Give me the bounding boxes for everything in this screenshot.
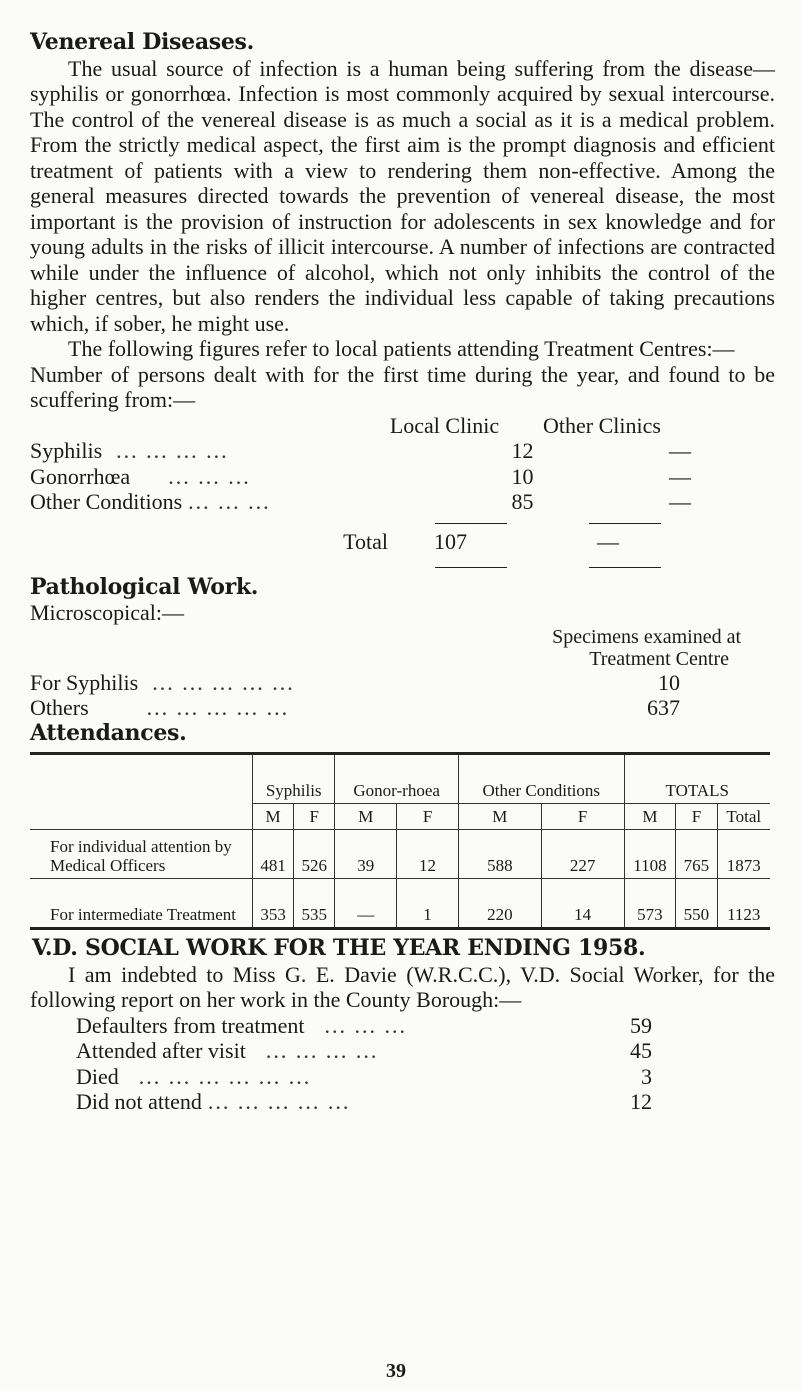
social-list — [76, 1013, 652, 1115]
row-label: Syphilis — [30, 438, 103, 463]
row-label: Gonorrhœa — [30, 463, 131, 489]
specimens-header-line2: Treatment Centre — [589, 647, 729, 670]
list-label: Did not attend — [76, 1089, 202, 1114]
sub-header: F — [397, 804, 459, 830]
row-other: — — [669, 489, 691, 514]
attendances-table — [30, 752, 770, 930]
cell: 1108 — [624, 830, 676, 879]
col-local-clinic: Local Clinic — [389, 412, 500, 438]
cases-table: Local Clinic Other Clinics Syphilis ... ... ... ... 12 — Gonorrhœa ... ... ... 10 — Other Conditions ... ... ... 85 — Total 107 — — [30, 413, 775, 567]
list-item: Died ... ... ... ... ... ... 3 — [76, 1063, 652, 1089]
list-value: 12 — [630, 1089, 652, 1114]
cell: 588 — [458, 830, 541, 879]
sub-header: M — [458, 804, 541, 830]
list-label: Attended after visit — [76, 1038, 246, 1063]
cell: 12 — [397, 830, 459, 879]
path-row-label: Others — [30, 695, 89, 720]
sub-header: M — [253, 804, 294, 830]
group-header: Gonor-rhoea — [335, 754, 459, 804]
cell: 535 — [294, 879, 335, 929]
path-row-label: For Syphilis — [30, 669, 139, 695]
total-rule — [589, 515, 661, 524]
vd-paragraph-1: The usual source of infection is a human being suffering from the disease—syphilis or gonorrhœa. Infection is most commonly acquired by sexual intercourse. The control of the venereal disease is as much a social as it is a medical problem. From the strictly medical aspect, the first aim is the prompt diagnosis and efficient treatment of patients with a view to rendering them non-effective. Among the general measures directed towards the prevention of venereal disease, the most important is the provision of instruction for adolescents in sex knowledge and for young adults in the risks of illicit intercourse. A number of infections are contracted while under the influence of alcohol, which not only inhibits the control of the higher centres, but also renders the individual less capable of taking precautions which, if sober, he might use. — [30, 55, 775, 336]
row-label: For intermediate Treatment — [30, 879, 253, 929]
list-value: 45 — [630, 1038, 652, 1063]
list-item: Did not attend ... ... ... ... ... 12 — [76, 1089, 652, 1114]
sub-header: Total — [717, 804, 770, 830]
row-other: — — [669, 463, 691, 489]
row-other: — — [669, 438, 691, 463]
cell: 481 — [253, 830, 294, 879]
sub-header: M — [624, 804, 676, 830]
total-rule — [435, 515, 507, 524]
row-label: For individual attention by Medical Officers — [30, 830, 253, 879]
cell: 1 — [397, 879, 459, 929]
page-number: 39 — [386, 1360, 406, 1382]
group-header: TOTALS — [624, 754, 770, 804]
col-other-clinics: Other Clinics — [543, 412, 661, 438]
sub-header: F — [541, 804, 624, 830]
table-row — [30, 879, 770, 929]
list-value: 59 — [630, 1012, 652, 1038]
row-local: 12 — [511, 438, 534, 463]
specimens-header — [30, 626, 775, 670]
row-local: 10 — [511, 463, 534, 489]
specimens-header-line1: Specimens examined at — [552, 625, 741, 648]
cell: 39 — [335, 830, 397, 879]
cell: 550 — [676, 879, 717, 929]
cell: 353 — [253, 879, 294, 929]
cell: 227 — [541, 830, 624, 879]
venereal-diseases-heading: Venereal Diseases. — [30, 29, 254, 55]
list-item: Defaulters from treatment ... ... ... 59 — [76, 1012, 652, 1038]
table-header-row — [30, 754, 770, 804]
table-row — [30, 830, 770, 879]
total-label: Total — [343, 528, 388, 554]
group-header: Syphilis — [253, 754, 335, 804]
attendances-heading: Attendances. — [30, 719, 187, 746]
sub-header: M — [335, 804, 397, 830]
cell: 573 — [624, 879, 676, 929]
path-row-value: 637 — [647, 695, 680, 720]
microscopical-label: Microscopical:— — [30, 600, 184, 625]
social-paragraph: I am indebted to Miss G. E. Davie (W.R.C.C.), V.D. Social Worker, for the following report on her work in the County Borough:— — [30, 961, 775, 1012]
cell: 765 — [676, 830, 717, 879]
vd-paragraph-3: Number of persons dealt with for the first time during the year, and found to be scuffering from:— — [30, 361, 775, 412]
list-label: Defaulters from treatment — [76, 1012, 305, 1038]
path-row-value: 10 — [658, 669, 680, 695]
cell: 526 — [294, 830, 335, 879]
cell: 1123 — [717, 879, 770, 929]
cell: 220 — [458, 879, 541, 929]
total-local: 107 — [434, 528, 467, 554]
total-rule — [435, 559, 507, 568]
page: Venereal Diseases. The usual source of infection is a human being suffering from the disease—syphilis or gonorrhœa. Infection is most commonly acquired by sexual intercourse. The control of the venereal disease is as much a social as it is a medical problem. From the strictly medical aspect, the first aim is the prompt diagnosis and efficient treatment of patients with a view to rendering them non-effective. Among the general measures directed towards the prevention of venereal disease, the most important is the provision of instruction for adolescents in sex knowledge and for young adults in the risks of illicit intercourse. A number of infections are contracted while under the influence of alcohol, which not only inhibits the control of the higher centres, but also renders the individual less capable of taking precautions which, if sober, he might use. The following figures refer to local patients attending Treatment Centres:— Number of persons dealt with for the first time during the year, and found to be scuffering from:— Local Clinic Other Clinics Syphilis ... ... ... ... 12 — Gonorrhœa ... ... ... 10 — Other Conditions ... ... ... 85 — Total 107 — Pathological Work. Microscopical:— Specimens examined at Treatment Centre For Syphilis ... ... ... ... ... 10 Others ... ... ... ... ... 637 Attendances. Syphilis Gonor-rhoea Other Conditions TOTALS M F M F M F M F Total For individual attention by Medical Officers 481 526 39 12 588 227 1108 765 1873 For intermediate Treatment 353 535 — 1 220 14 573 550 1123 V.D. SOCIAL WORK FOR THE YEAR ENDING 1958. I am indebted to Miss G. E. Davie (W.R.C.C.), V.D. Social Worker, for the following report on her work in the County Borough:— Defaulters from treatment ... ... ... 59 Attended after visit ... ... ... ... 45 Died ... ... ... ... ... ... 3 Did not attend ... ... ... ... ... 12 — [30, 29, 775, 1114]
total-other: — — [597, 528, 619, 554]
sub-header: F — [294, 804, 335, 830]
total-rule — [589, 559, 661, 568]
pathological-work-heading: Pathological Work. — [30, 573, 259, 600]
list-label: Died — [76, 1063, 119, 1089]
cell: — — [335, 879, 397, 929]
cell: 14 — [541, 879, 624, 929]
row-label: Other Conditions — [30, 489, 183, 514]
sub-header: F — [676, 804, 717, 830]
list-value: 3 — [641, 1063, 652, 1089]
group-header: Other Conditions — [458, 754, 624, 804]
social-work-heading: V.D. SOCIAL WORK FOR THE YEAR ENDING 1958. — [32, 935, 646, 961]
list-item: Attended after visit ... ... ... ... 45 — [76, 1038, 652, 1063]
row-local: 85 — [511, 489, 534, 514]
cell: 1873 — [717, 830, 770, 879]
vd-paragraph-2: The following figures refer to local patients attending Treatment Centres:— — [68, 336, 735, 361]
